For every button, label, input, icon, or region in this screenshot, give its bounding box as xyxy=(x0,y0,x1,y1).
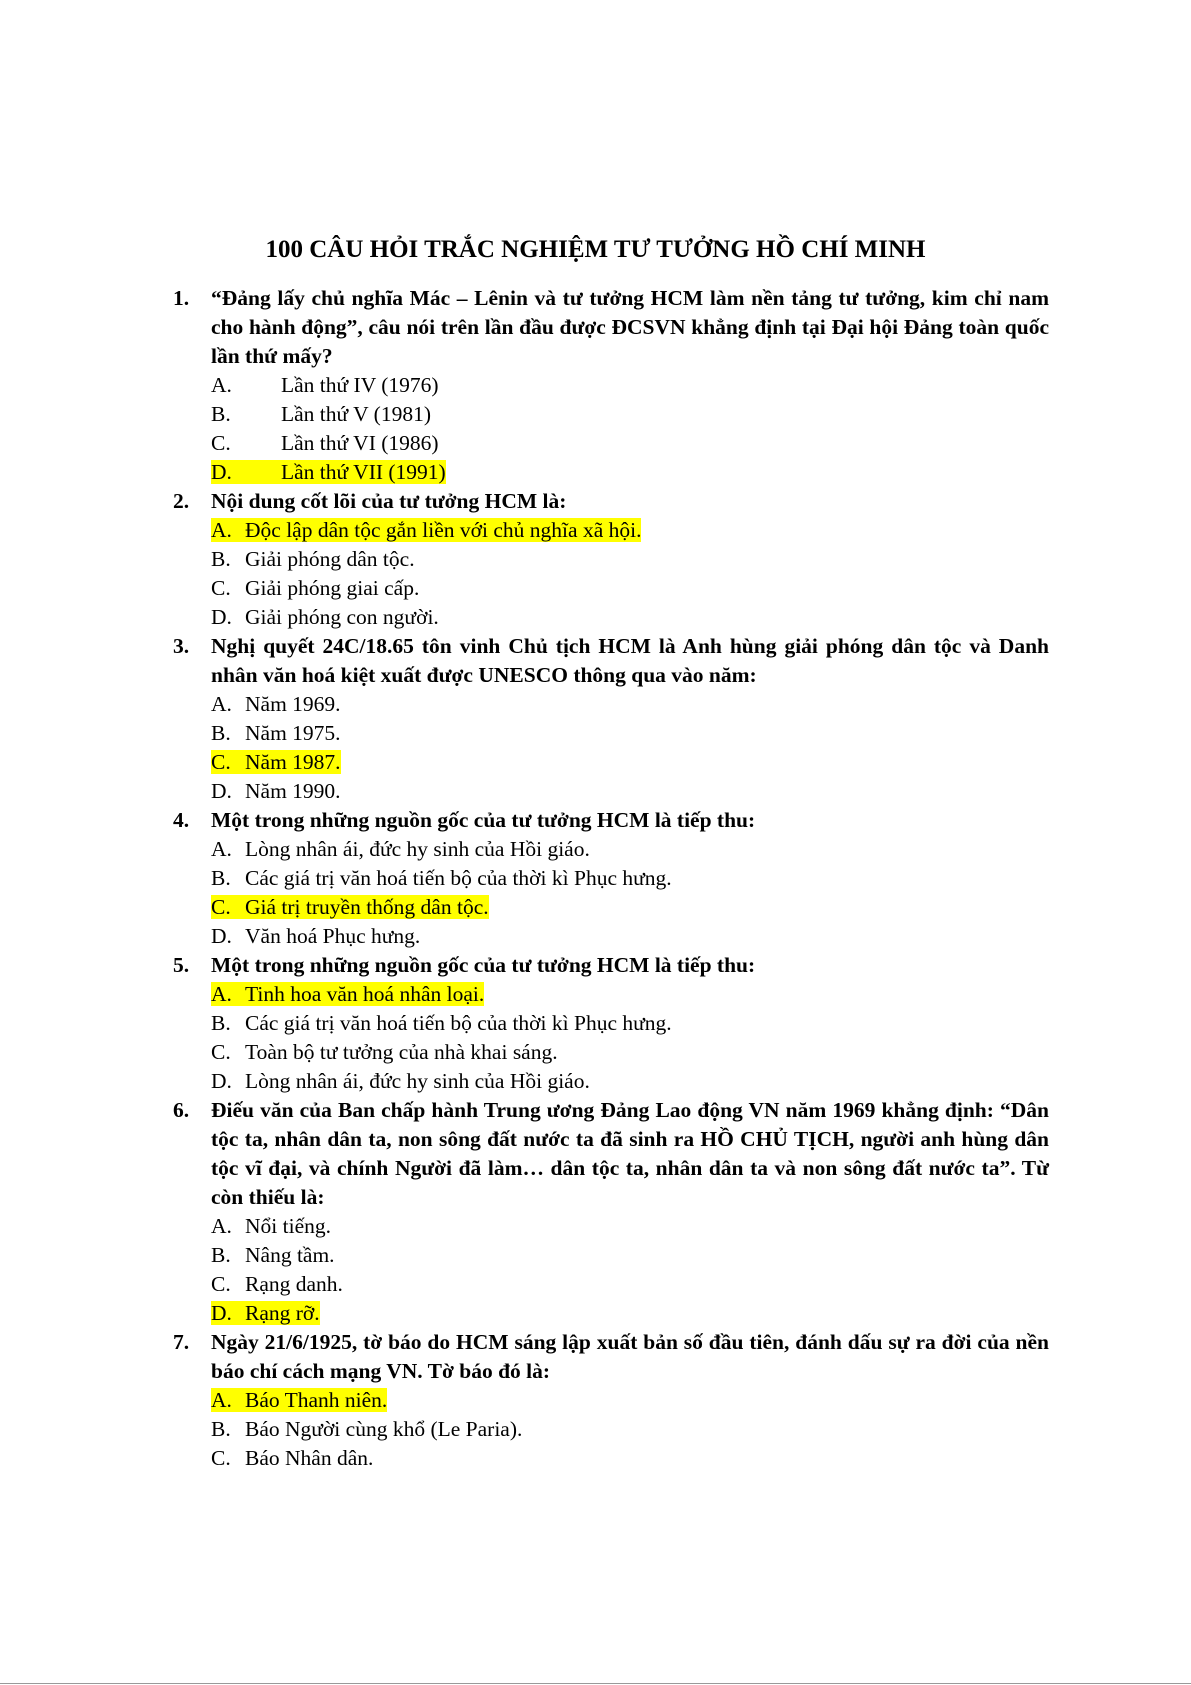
answer-letter: A. xyxy=(211,1388,232,1412)
question-number: 1. xyxy=(173,286,190,310)
answer-option xyxy=(211,1299,1049,1328)
answer-letter: A. xyxy=(211,692,232,716)
answer-option-content xyxy=(211,1243,335,1267)
answer-text: Lần thứ IV (1976) xyxy=(281,373,439,397)
answer-option-content xyxy=(211,402,431,426)
answer-letter: A. xyxy=(211,518,232,542)
answer-letter: D. xyxy=(211,924,232,948)
question-3 xyxy=(173,632,1049,806)
answer-option xyxy=(211,1241,1049,1270)
answer-option xyxy=(211,980,1049,1009)
answer-letter: C. xyxy=(211,576,231,600)
answer-letter: A. xyxy=(211,1214,232,1238)
answer-letter: D. xyxy=(211,779,232,803)
answer-option-content xyxy=(211,721,341,745)
question-1 xyxy=(173,284,1049,487)
answer-text: Giải phóng dân tộc. xyxy=(245,547,415,571)
answer-text: Lần thứ VII (1991) xyxy=(281,460,446,484)
document-title: 100 CÂU HỎI TRẮC NGHIỆM TƯ TƯỞNG HỒ CHÍ MINH xyxy=(265,236,926,263)
correct-answer-highlight xyxy=(211,895,489,919)
question-number: 7. xyxy=(173,1330,190,1354)
correct-answer-highlight xyxy=(211,982,484,1006)
answer-option xyxy=(211,893,1049,922)
correct-answer-highlight xyxy=(211,750,341,774)
answer-option xyxy=(211,1067,1049,1096)
answer-letter: B. xyxy=(211,402,231,426)
answer-option xyxy=(211,1415,1049,1444)
question-number: 6. xyxy=(173,1098,190,1122)
answer-text: Lần thứ VI (1986) xyxy=(281,431,439,455)
answer-text: Báo Thanh niên. xyxy=(245,1388,388,1412)
answer-letter: A. xyxy=(211,837,232,861)
answer-text: Lòng nhân ái, đức hy sinh của Hồi giáo. xyxy=(245,1069,590,1093)
answer-option xyxy=(211,748,1049,777)
answer-text: Giá trị truyền thống dân tộc. xyxy=(245,895,489,919)
answer-text: Năm 1987. xyxy=(245,750,341,774)
answer-option-content xyxy=(211,866,672,890)
answer-option xyxy=(211,1444,1049,1473)
page-bottom-rule xyxy=(0,1683,1191,1684)
correct-answer-highlight xyxy=(211,1388,387,1412)
answer-text: Nâng tầm. xyxy=(245,1243,335,1267)
question-text: Một trong những nguồn gốc của tư tưởng HCM là tiếp thu: xyxy=(211,808,756,832)
answer-text: Các giá trị văn hoá tiến bộ của thời kì Phục hưng. xyxy=(245,1011,672,1035)
answer-option-content xyxy=(211,692,341,716)
answer-letter: D. xyxy=(211,1301,232,1325)
answer-text: Giải phóng con người. xyxy=(245,605,439,629)
answer-letter: B. xyxy=(211,547,231,571)
answer-option xyxy=(211,1270,1049,1299)
answer-option xyxy=(211,922,1049,951)
answer-letter: B. xyxy=(211,866,231,890)
answer-option xyxy=(211,1009,1049,1038)
answer-option xyxy=(211,1386,1049,1415)
answer-text: Văn hoá Phục hưng. xyxy=(245,924,421,948)
answer-text: Năm 1990. xyxy=(245,779,341,803)
question-number: 3. xyxy=(173,634,190,658)
answer-option-content xyxy=(211,1214,331,1238)
question-number: 2. xyxy=(173,489,190,513)
question-text: Nghị quyết 24C/18.65 tôn vinh Chủ tịch HCM là Anh hùng giải phóng dân tộc và Danh nhân văn hoá kiệt xuất được UNESCO thông qua vào năm: xyxy=(211,634,1049,687)
answer-option-content xyxy=(211,1446,373,1470)
answer-option xyxy=(211,1212,1049,1241)
answer-text: Các giá trị văn hoá tiến bộ của thời kì Phục hưng. xyxy=(245,866,672,890)
question-2 xyxy=(173,487,1049,632)
question-text: Điếu văn của Ban chấp hành Trung ương Đảng Lao động VN năm 1969 khẳng định: “Dân tộc ta, nhân dân ta, non sông đất nước ta đã sinh ra HỒ CHỦ TỊCH, người anh hùng dân tộc vĩ đại, và chính Người đã làm… dân tộc ta, nhân dân ta và non sông đất nước ta”. Từ còn thiếu là: xyxy=(211,1098,1049,1209)
answer-option xyxy=(211,719,1049,748)
answer-option-content xyxy=(211,837,590,861)
question-5 xyxy=(173,951,1049,1096)
answer-letter: B. xyxy=(211,1243,231,1267)
answer-option xyxy=(211,777,1049,806)
answer-text: Tinh hoa văn hoá nhân loại. xyxy=(245,982,485,1006)
question-7 xyxy=(173,1328,1049,1473)
answer-option xyxy=(211,1038,1049,1067)
question-number: 5. xyxy=(173,953,190,977)
correct-answer-highlight xyxy=(211,518,641,542)
question-text: Ngày 21/6/1925, tờ báo do HCM sáng lập xuất bản số đầu tiên, đánh dấu sự ra đời của nền báo chí cách mạng VN. Tờ báo đó là: xyxy=(211,1330,1049,1383)
answer-letter: C. xyxy=(211,895,231,919)
question-text: “Đảng lấy chủ nghĩa Mác – Lênin và tư tưởng HCM làm nền tảng tư tưởng, kim chỉ nam cho hành động”, câu nói trên lần đầu được ĐCSVN khẳng định tại Đại hội Đảng toàn quốc lần thứ mấy? xyxy=(211,286,1049,368)
answer-option-content xyxy=(211,373,439,397)
answer-letter: A. xyxy=(211,982,232,1006)
answer-option xyxy=(211,864,1049,893)
answer-text: Giải phóng giai cấp. xyxy=(245,576,420,600)
answer-option-content xyxy=(211,547,415,571)
answer-option-content xyxy=(211,1040,558,1064)
question-number: 4. xyxy=(173,808,190,832)
answer-letter: B. xyxy=(211,1011,231,1035)
answer-option xyxy=(211,690,1049,719)
answer-letter: D. xyxy=(211,605,232,629)
answer-option-content xyxy=(211,431,439,455)
question-text: Nội dung cốt lõi của tư tưởng HCM là: xyxy=(211,489,567,513)
answer-option xyxy=(211,545,1049,574)
answer-text: Báo Nhân dân. xyxy=(245,1446,374,1470)
answer-option-content xyxy=(211,1417,522,1441)
answer-letter: C. xyxy=(211,1446,231,1470)
answer-option xyxy=(211,429,1049,458)
answer-text: Rạng rỡ. xyxy=(245,1301,320,1325)
answer-letter: C. xyxy=(211,1272,231,1296)
question-4 xyxy=(173,806,1049,951)
question-6 xyxy=(173,1096,1049,1328)
answer-text: Nổi tiếng. xyxy=(245,1214,331,1238)
answer-text: Toàn bộ tư tưởng của nhà khai sáng. xyxy=(245,1040,558,1064)
answer-text: Báo Người cùng khổ (Le Paria). xyxy=(245,1417,523,1441)
answer-option-content xyxy=(211,924,420,948)
answer-option-content xyxy=(211,779,341,803)
answer-option-content xyxy=(211,605,439,629)
answer-option-content xyxy=(211,1272,343,1296)
answer-letter: D. xyxy=(211,460,232,484)
correct-answer-highlight xyxy=(211,460,446,484)
answer-letter: C. xyxy=(211,431,231,455)
answer-text: Năm 1975. xyxy=(245,721,341,745)
answer-option xyxy=(211,371,1049,400)
answer-letter: C. xyxy=(211,750,231,774)
correct-answer-highlight xyxy=(211,1301,320,1325)
answer-option xyxy=(211,516,1049,545)
answer-option-content xyxy=(211,576,419,600)
answer-text: Năm 1969. xyxy=(245,692,341,716)
answer-text: Rạng danh. xyxy=(245,1272,343,1296)
question-text: Một trong những nguồn gốc của tư tưởng HCM là tiếp thu: xyxy=(211,953,756,977)
answer-letter: B. xyxy=(211,1417,231,1441)
answer-option-content xyxy=(211,1069,590,1093)
question-list xyxy=(173,284,1049,1473)
answer-letter: A. xyxy=(211,373,232,397)
answer-text: Độc lập dân tộc gắn liền với chủ nghĩa xã hội. xyxy=(245,518,642,542)
answer-letter: D. xyxy=(211,1069,232,1093)
answer-option xyxy=(211,835,1049,864)
answer-option xyxy=(211,458,1049,487)
answer-text: Lần thứ V (1981) xyxy=(281,402,431,426)
answer-letter: C. xyxy=(211,1040,231,1064)
answer-option xyxy=(211,574,1049,603)
answer-option xyxy=(211,400,1049,429)
answer-option xyxy=(211,603,1049,632)
answer-text: Lòng nhân ái, đức hy sinh của Hồi giáo. xyxy=(245,837,590,861)
answer-option-content xyxy=(211,1011,672,1035)
answer-letter: B. xyxy=(211,721,231,745)
